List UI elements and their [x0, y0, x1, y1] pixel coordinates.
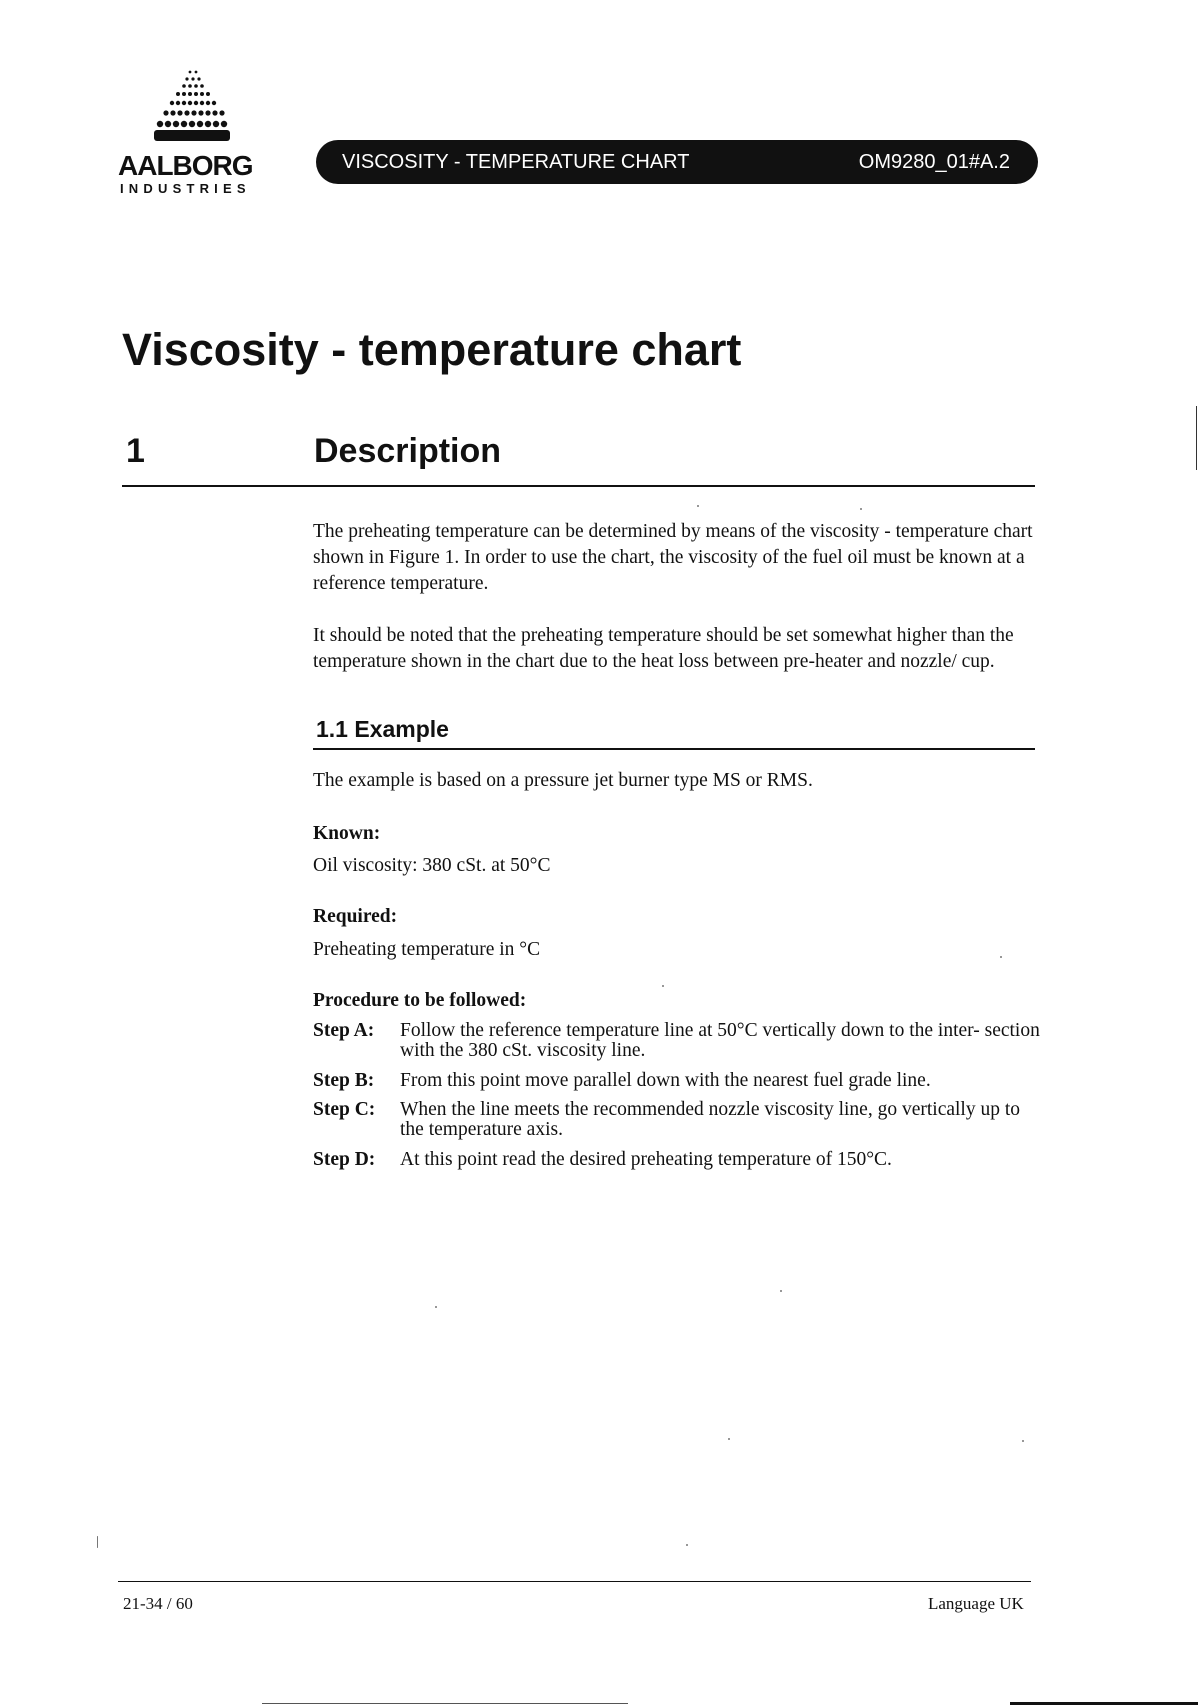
company-logo: [118, 68, 258, 198]
required-value: Preheating temperature in °C: [313, 939, 541, 960]
known-label: Known:: [313, 823, 381, 844]
step-text: From this point move parallel down with the nearest fuel grade line.: [400, 1070, 931, 1091]
step-text: Follow the reference temperature line at 50°C vertically down to the inter- section with the 380 cSt. viscosity line.: [400, 1020, 1040, 1061]
section-number: 1: [126, 432, 145, 470]
scan-speck: [97, 1536, 98, 1548]
step-text: At this point read the desired preheating temperature of 150°C.: [400, 1149, 892, 1170]
logo-dots-icon: [140, 68, 240, 146]
step-label: Step D:: [313, 1149, 376, 1170]
step-label: Step B:: [313, 1070, 375, 1091]
description-paragraph-2: It should be noted that the preheating temperature should be set somewhat higher than the temperature shown in the chart due to the heat loss between pre-heater and nozzle/ cup.: [313, 625, 1014, 672]
scan-speck: [435, 1306, 437, 1308]
procedure-step: [313, 1150, 1043, 1172]
step-label: Step A:: [313, 1020, 375, 1041]
section-divider: [122, 485, 1035, 487]
procedure-step: [313, 1071, 1043, 1093]
description-paragraph-1: The preheating temperature can be determined by means of the viscosity - temperature chart shown in Figure 1. In order to use the chart, the viscosity of the fuel oil must be known at a reference temperature.: [313, 521, 1033, 594]
subsection-divider: [313, 748, 1035, 750]
procedure-step: [313, 1021, 1043, 1063]
header-bar: [316, 140, 1038, 184]
subsection-title: 1.1 Example: [316, 716, 449, 742]
step-text: When the line meets the recommended nozzle viscosity line, go vertically up to the temperature axis.: [400, 1099, 1021, 1140]
known-value: Oil viscosity: 380 cSt. at 50°C: [313, 855, 551, 876]
scan-speck: [686, 1544, 688, 1546]
scan-speck: [1022, 1440, 1024, 1442]
logo-subtitle: INDUSTRIES: [120, 181, 251, 196]
procedure-label: Procedure to be followed:: [313, 990, 527, 1011]
scan-bottom-line: [262, 1703, 628, 1704]
scan-speck: [1000, 956, 1002, 958]
footer-divider: [118, 1581, 1031, 1582]
step-label: Step C:: [313, 1099, 376, 1120]
scan-speck: [780, 1290, 782, 1292]
scan-edge-mark: [1196, 406, 1197, 470]
scan-speck: [728, 1438, 730, 1440]
scan-speck: [697, 505, 699, 507]
section-title: Description: [314, 432, 502, 470]
procedure-step: [313, 1100, 1043, 1142]
language-label: Language UK: [928, 1594, 1024, 1613]
logo-name: AALBORG: [118, 150, 253, 181]
scan-bottom-mark: [1010, 1702, 1198, 1705]
example-intro: The example is based on a pressure jet burner type MS or RMS.: [313, 770, 813, 791]
required-label: Required:: [313, 906, 398, 927]
header-title: VISCOSITY - TEMPERATURE CHART: [342, 151, 690, 173]
document-code: OM9280_01#A.2: [858, 151, 1010, 173]
scan-speck: [662, 985, 664, 987]
scan-speck: [860, 508, 862, 510]
page-number: 21-34 / 60: [123, 1594, 193, 1613]
page-title: Viscosity - temperature chart: [122, 324, 742, 375]
